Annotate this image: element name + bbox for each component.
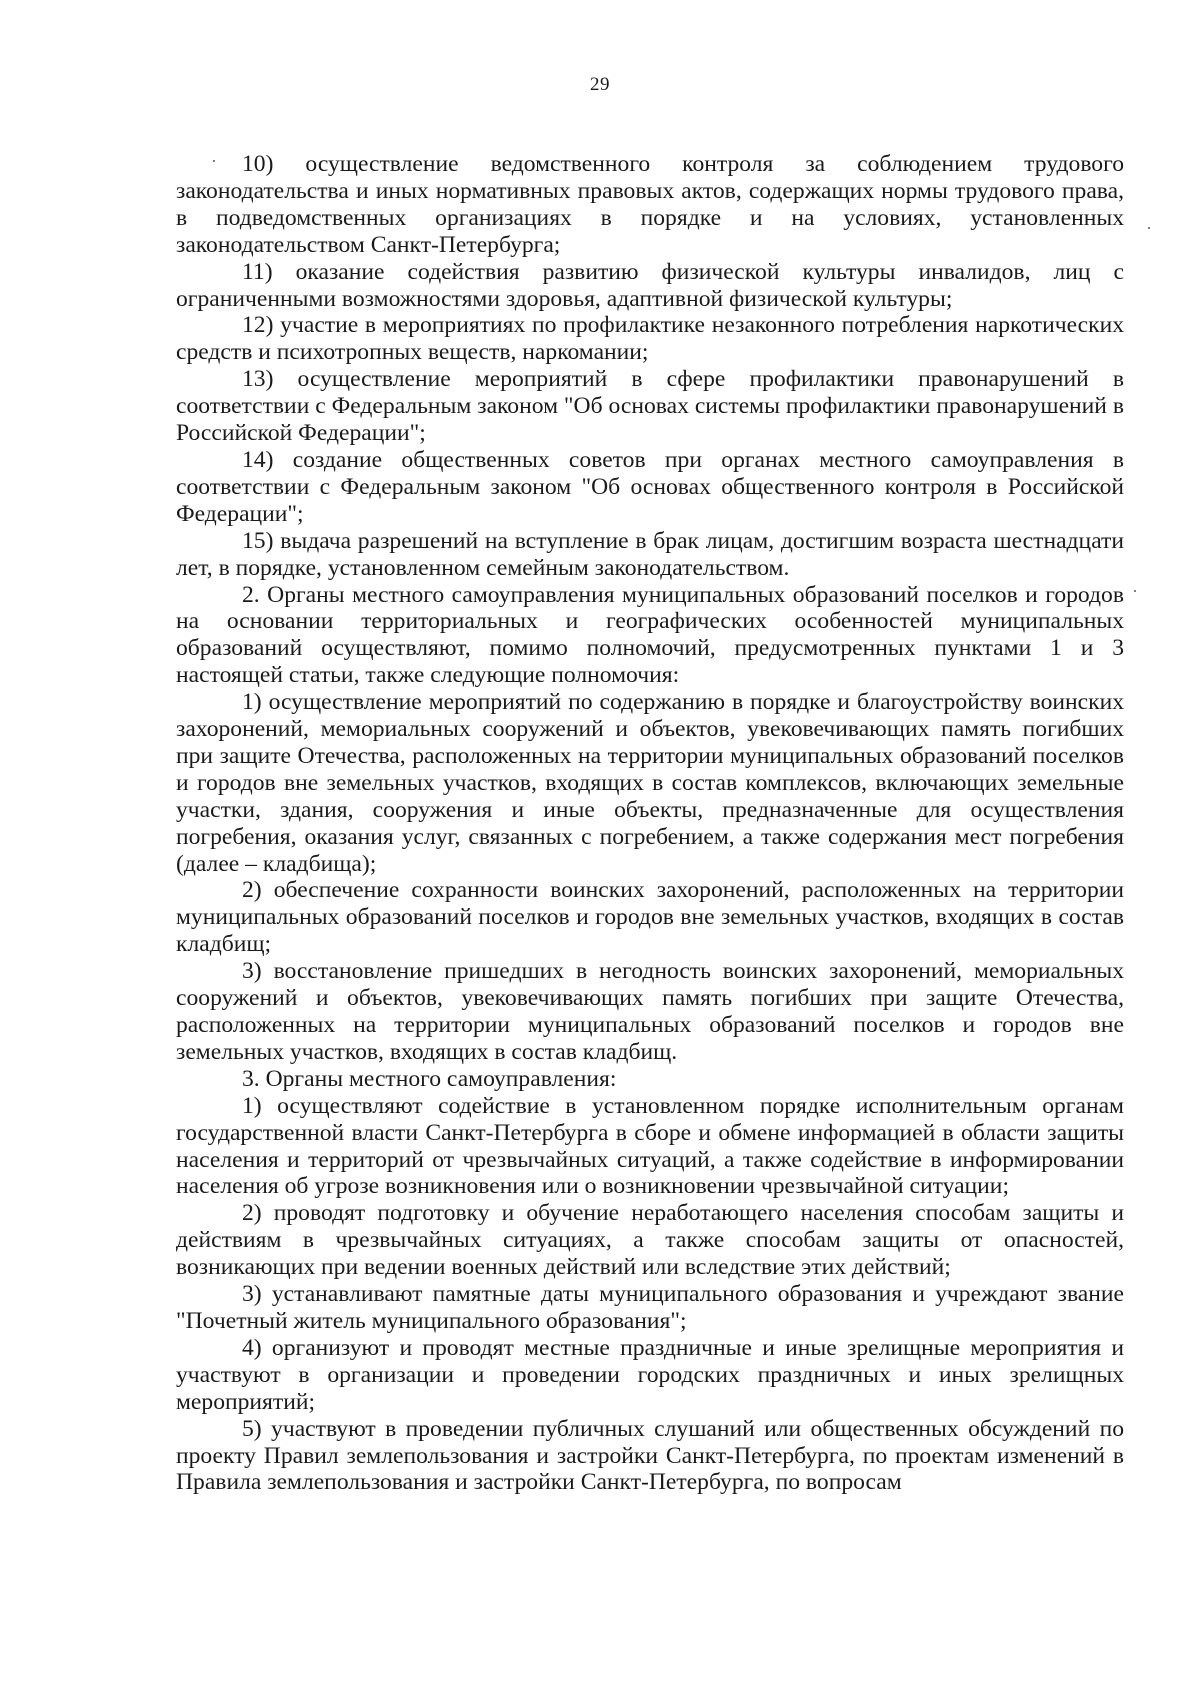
page-number: 29 — [590, 74, 610, 95]
section-2-item-3: 3) восстановление пришедших в негодность воинских захоронений, мемориальных сооружений и объектов, увековечивающих память погибших при защите Отечества, расположенных на территории муниципальных образований поселков и городов вне земельных участков, входящих в состав кладбищ. — [176, 958, 1124, 1065]
scan-speck — [1148, 227, 1150, 229]
section-3-item-3: 3) устанавливают памятные даты муниципального образования и учреждают звание "Почетный житель муниципального образования"; — [176, 1281, 1124, 1334]
paragraph-item-14: 14) создание общественных советов при органах местного самоуправления в соответствии с Федеральным законом "Об основах общественного контроля в Российской Федерации"; — [176, 446, 1124, 527]
section-3-heading: 3. Органы местного самоуправления: — [242, 1065, 617, 1092]
scan-speck — [1134, 590, 1136, 592]
paragraph-item-12: 12) участие в мероприятиях по профилактике незаконного потребления наркотических средств и психотропных веществ, наркомании; — [176, 312, 1124, 366]
section-3-item-5: 5) участвуют в проведении публичных слушаний или общественных обсуждений по проекту Правил землепользования и застройки Санкт-Петербурга, по проектам изменений в Правила землепользования и застройки Санкт-Петербурга, по вопросам — [176, 1415, 1124, 1496]
scan-speck — [213, 160, 215, 162]
section-3-item-1: 1) осуществляют содействие в установленном порядке исполнительным органам государственной власти Санкт-Петербурга в сборе и обмене информацией в области защиты населения и территорий от чрезвычайных ситуаций, а также содействие в информировании населения об угрозе возникновения или о возникновении чрезвычайной ситуации; — [176, 1092, 1124, 1200]
section-2-item-2: 2) обеспечение сохранности воинских захоронений, расположенных на территории муниципальных образований поселков и городов вне земельных участков, входящих в состав кладбищ; — [176, 877, 1124, 958]
section-2-intro: 2. Органы местного самоуправления муниципальных образований поселков и городов на основании территориальных и географических особенностей муниципальных образований осуществляют, помимо полномочий, предусмотренных пунктами 1 и 3 настоящей статьи, также следующие полномочия: — [176, 581, 1124, 689]
paragraph-item-10: 10) осуществление ведомственного контроля за соблюдением трудового законодательства и иных нормативных правовых актов, содержащих нормы трудового права, в подведомственных организациях в порядке и на условиях, установленных законодательством Санкт-Петербурга; — [176, 151, 1124, 258]
paragraph-item-11: 11) оказание содействия развитию физической культуры инвалидов, лиц с ограниченными возможностями здоровья, адаптивной физической культуры; — [176, 258, 1124, 312]
paragraph-item-15: 15) выдача разрешений на вступление в брак лицам, достигшим возраста шестнадцати лет, в порядке, установленном семейным законодательством. — [176, 527, 1124, 581]
document-body — [176, 151, 1124, 1496]
section-3-item-2: 2) проводят подготовку и обучение неработающего населения способам защиты и действиям в чрезвычайных ситуациях, а также способам защиты от опасностей, возникающих при ведении военных действий или вследствие этих действий; — [176, 1200, 1124, 1281]
paragraph-item-13: 13) осуществление мероприятий в сфере профилактики правонарушений в соответствии с Федеральным законом "Об основах системы профилактики правонарушений в Российской Федерации"; — [176, 366, 1124, 447]
section-3-item-4: 4) организуют и проводят местные праздничные и иные зрелищные мероприятия и участвуют в организации и проведении городских праздничных и иных зрелищных мероприятий; — [176, 1334, 1124, 1415]
section-2-item-1: 1) осуществление мероприятий по содержанию в порядке и благоустройству воинских захоронений, мемориальных сооружений и объектов, увековечивающих память погибших при защите Отечества, расположенных на территории муниципальных образований поселков и городов вне земельных участков, входящих в состав комплексов, включающих земельные участки, здания, сооружения и иные объекты, предназначенные для осуществления погребения, оказания услуг, связанных с погребением, а также содержания мест погребения (далее – кладбища); — [176, 689, 1124, 877]
